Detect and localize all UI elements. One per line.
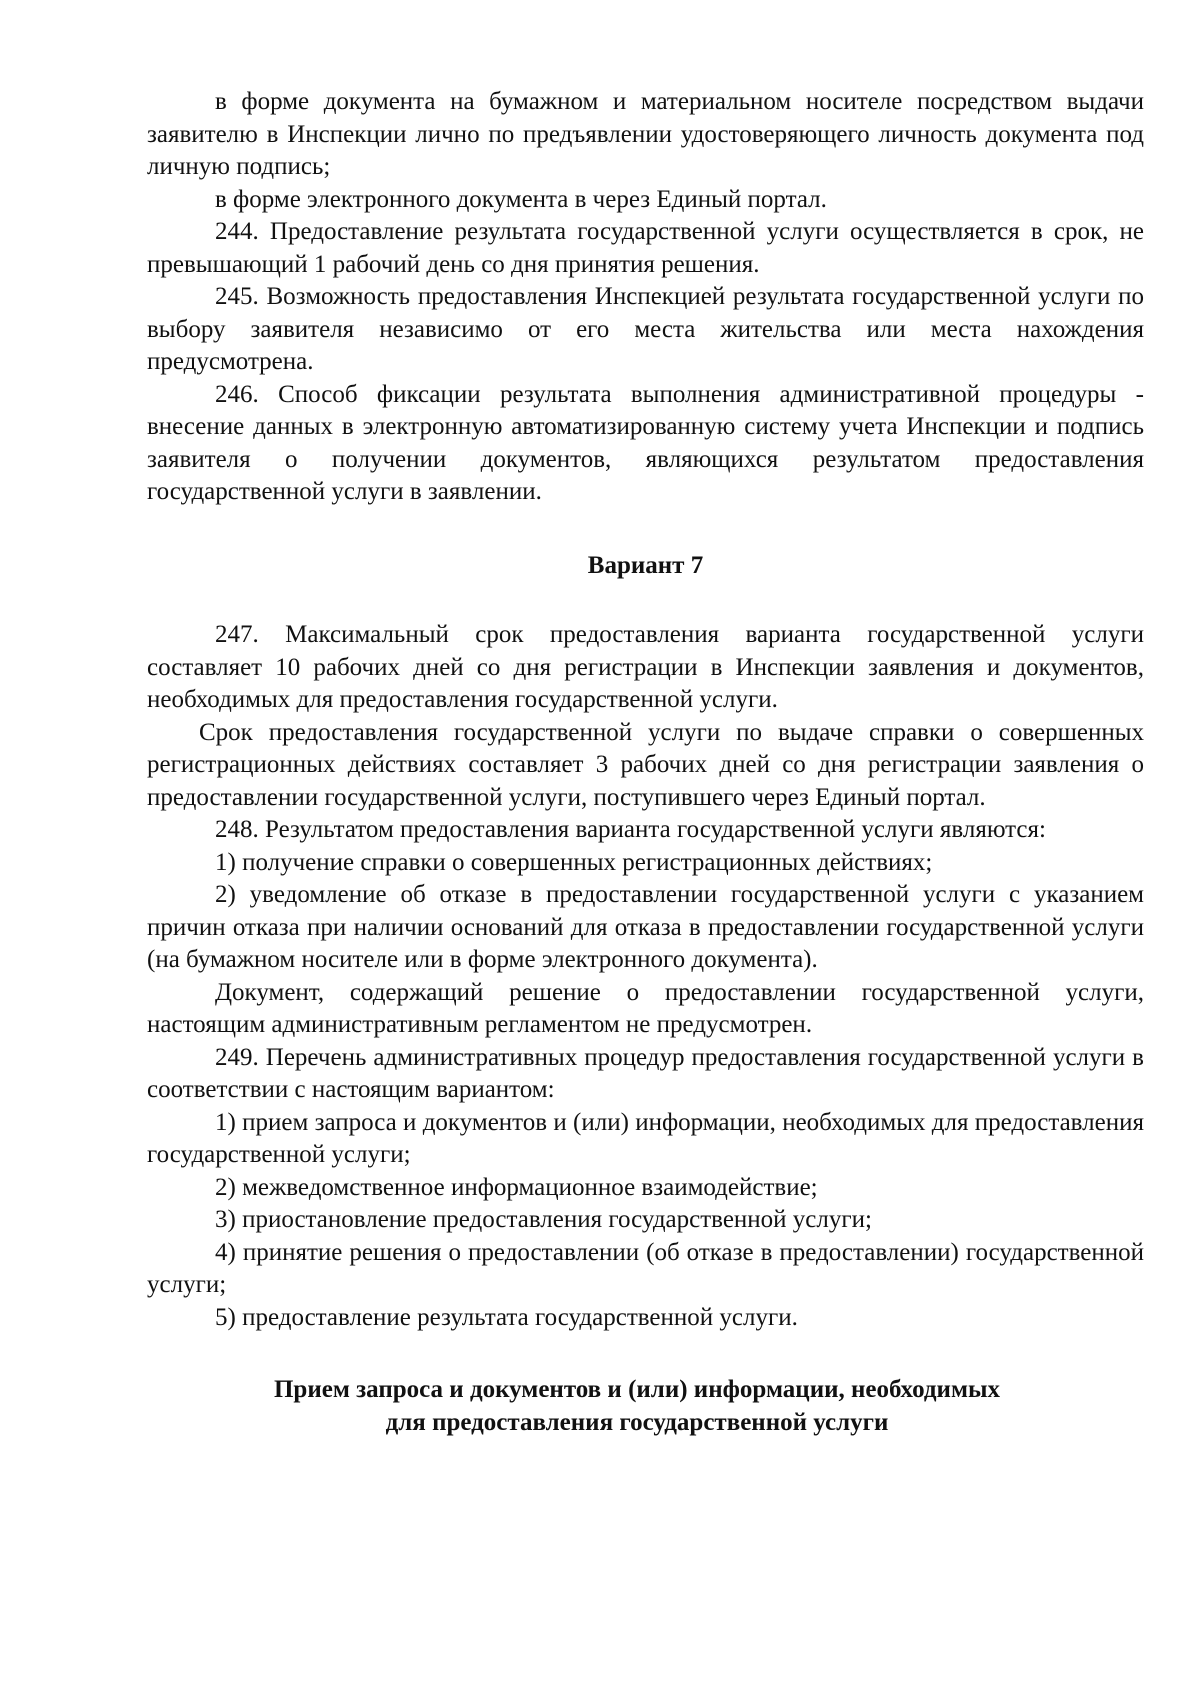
paragraph-decision-document: Документ, содержащий решение о предоставлении государственной услуги, настоящим административным регламентом не предусмотрен. [147, 978, 1144, 1038]
variant-heading: Вариант 7 [587, 551, 704, 579]
procedure-item-5: 5) предоставление результата государственной услуги. [215, 1303, 798, 1331]
procedure-item-3: 3) приостановление предоставления государственной услуги; [215, 1206, 872, 1233]
section-heading-line-2: для предоставления государственной услуги [385, 1408, 889, 1436]
document-body [147, 86, 1144, 1439]
paragraph-248: 248. Результатом предоставления варианта государственной услуги являются: [215, 816, 1046, 843]
paragraph-electronic-form: в форме электронного документа в через Единый портал. [215, 185, 827, 213]
procedure-item-4: 4) принятие решения о предоставлении (об отказе в предоставлении) государственной услуги; [147, 1238, 1144, 1298]
paragraph-term-certificate: Срок предоставления государственной услуги по выдаче справки о совершенных регистрационных действиях составляет 3 рабочих дней со дня регистрации заявления о предоставлении государственной услуги, поступившего через Единый портал. [147, 718, 1144, 811]
paragraph-paper-form: в форме документа на бумажном и материальном носителе посредством выдачи заявителю в Инспекции лично по предъявлении удостоверяющего личность документа под личную подпись; [147, 88, 1144, 180]
paragraph-246: 246. Способ фиксации результата выполнения административной процедуры - внесение данных в электронную автоматизированную систему учета Инспекции и подпись заявителя о получении документов, являющихся результатом предоставления государственной услуги в заявлении. [147, 380, 1144, 505]
section-heading-line-1: Прием запроса и документов и (или) информации, необходимых [273, 1376, 1000, 1403]
section-heading [147, 1374, 1127, 1439]
paragraph-249: 249. Перечень административных процедур предоставления государственной услуги в соответствии с настоящим вариантом: [147, 1043, 1144, 1103]
paragraph-247: 247. Максимальный срок предоставления варианта государственной услуги составляет 10 рабочих дней со дня регистрации в Инспекции заявления и документов, необходимых для предоставления государственной услуги. [147, 621, 1144, 713]
paragraph-244: 244. Предоставление результата государственной услуги осуществляется в срок, не превышающий 1 рабочий день со дня принятия решения. [147, 218, 1144, 278]
procedure-item-1: 1) прием запроса и документов и (или) информации, необходимых для предоставления государственной услуги; [147, 1108, 1144, 1168]
paragraph-245: 245. Возможность предоставления Инспекцией результата государственной услуги по выбору заявителя независимо от его места жительства или места нахождения предусмотрена. [147, 283, 1144, 375]
result-item-2: 2) уведомление об отказе в предоставлении государственной услуги с указанием причин отказа при наличии оснований для отказа в предоставлении государственной услуги (на бумажном носителе или в форме электронного документа). [147, 881, 1144, 973]
result-item-1: 1) получение справки о совершенных регистрационных действиях; [215, 848, 933, 876]
procedure-item-2: 2) межведомственное информационное взаимодействие; [215, 1173, 818, 1201]
